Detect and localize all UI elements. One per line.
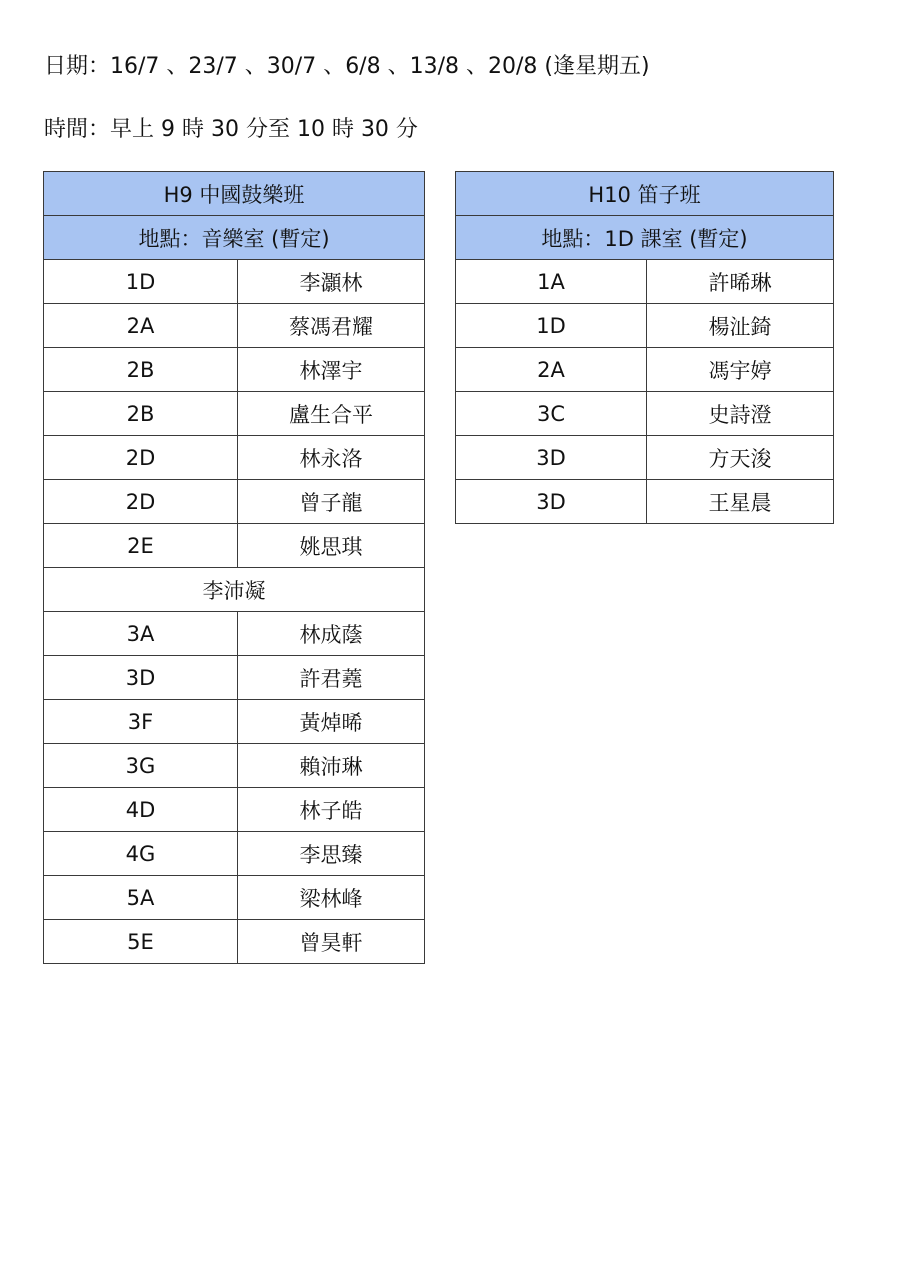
student-name-cell: 林永洛 (238, 436, 425, 480)
table-row (44, 480, 425, 524)
student-name-cell: 盧生合平 (238, 392, 425, 436)
class-cell: 4D (44, 788, 238, 832)
table-row (44, 832, 425, 876)
table-row (44, 304, 425, 348)
class-cell: 1D (456, 304, 647, 348)
student-name-cell: 林澤宇 (238, 348, 425, 392)
table-row (44, 612, 425, 656)
class-cell: 5A (44, 876, 238, 920)
table-row (456, 260, 834, 304)
class-cell: 3F (44, 700, 238, 744)
class-cell: 1A (456, 260, 647, 304)
h10-roster-table (455, 171, 834, 524)
student-name-cell: 黃焯晞 (238, 700, 425, 744)
table-row (456, 436, 834, 480)
class-cell: 3C (456, 392, 647, 436)
class-cell: 5E (44, 920, 238, 964)
student-name-cell: 姚思琪 (238, 524, 425, 568)
student-name-cell: 史詩澄 (647, 392, 834, 436)
class-cell: 2D (44, 436, 238, 480)
table-row (44, 920, 425, 964)
table-row (44, 876, 425, 920)
class-cell: 2B (44, 392, 238, 436)
table-row (456, 304, 834, 348)
h9-roster-table (43, 171, 425, 964)
table-row (44, 348, 425, 392)
student-name-cell: 李灝林 (238, 260, 425, 304)
class-cell: 3A (44, 612, 238, 656)
class-cell: 2A (44, 304, 238, 348)
table-row (456, 392, 834, 436)
h9-table-title: H9 中國鼓樂班 (44, 172, 425, 216)
class-cell: 1D (44, 260, 238, 304)
table-row (44, 656, 425, 700)
class-cell: 2A (456, 348, 647, 392)
student-name-cell: 許晞琳 (647, 260, 834, 304)
h10-table-location: 地點：1D 課室 (暫定) (456, 216, 834, 260)
class-cell: 3G (44, 744, 238, 788)
student-name-cell: 王星晨 (647, 480, 834, 524)
table-row (44, 744, 425, 788)
class-cell: 3D (456, 436, 647, 480)
class-cell: 2E (44, 524, 238, 568)
table-row (456, 348, 834, 392)
table-row (44, 260, 425, 304)
table-row (456, 480, 834, 524)
student-name-cell: 李沛凝 (44, 568, 425, 612)
student-name-cell: 楊沚錡 (647, 304, 834, 348)
student-name-cell: 馮宇婷 (647, 348, 834, 392)
date-line: 日期：16/7 、23/7 、30/7 、6/8 、13/8 、20/8 (逢星期五) (44, 54, 650, 79)
h9-table-location: 地點：音樂室 (暫定) (44, 216, 425, 260)
class-cell: 2D (44, 480, 238, 524)
student-name-cell: 蔡馮君耀 (238, 304, 425, 348)
class-cell: 3D (44, 656, 238, 700)
table-row (44, 700, 425, 744)
table-row (44, 788, 425, 832)
table-row-merged (44, 568, 425, 612)
table-row (44, 524, 425, 568)
class-cell: 3D (456, 480, 647, 524)
student-name-cell: 曾昊軒 (238, 920, 425, 964)
student-name-cell: 林成蔭 (238, 612, 425, 656)
student-name-cell: 李思臻 (238, 832, 425, 876)
student-name-cell: 方天浚 (647, 436, 834, 480)
table-row (44, 436, 425, 480)
student-name-cell: 許君蕘 (238, 656, 425, 700)
student-name-cell: 梁林峰 (238, 876, 425, 920)
table-row (44, 392, 425, 436)
h10-table-title: H10 笛子班 (456, 172, 834, 216)
student-name-cell: 曾子龍 (238, 480, 425, 524)
class-cell: 4G (44, 832, 238, 876)
h9-table-body (44, 260, 425, 964)
time-line: 時間：早上 9 時 30 分至 10 時 30 分 (44, 117, 418, 142)
h10-table-body (456, 260, 834, 524)
student-name-cell: 林子皓 (238, 788, 425, 832)
class-cell: 2B (44, 348, 238, 392)
student-name-cell: 賴沛琳 (238, 744, 425, 788)
